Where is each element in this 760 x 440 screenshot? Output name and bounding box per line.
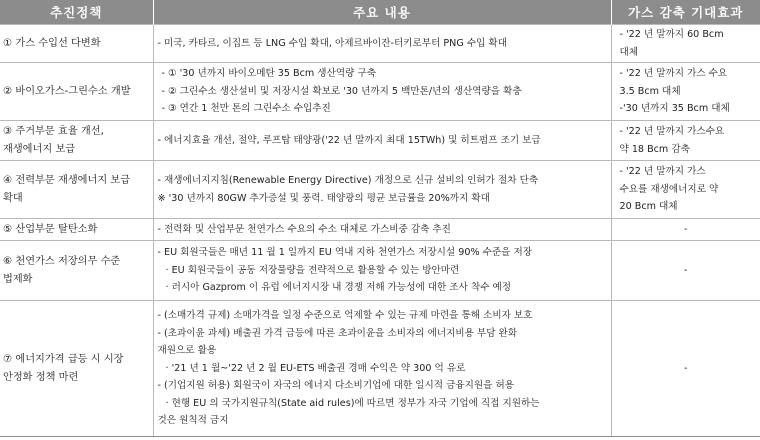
policy-line: 법제화 <box>3 273 33 285</box>
policy-cell <box>0 161 153 219</box>
policy-line: 안정화 정책 마련 <box>3 371 79 383</box>
effect-cell <box>611 25 760 63</box>
content-cell <box>153 219 611 241</box>
effect-line: - <box>684 223 688 235</box>
policy-line: ⑤ 산업부문 탈탄소화 <box>3 223 98 235</box>
content-line: 재원으로 활용 <box>157 345 217 357</box>
policy-line: ④ 전력부문 재생에너지 보급 <box>3 175 131 186</box>
table-row <box>0 301 760 437</box>
effect-line: 20 Bcm 대체 <box>619 201 678 213</box>
policy-line: ③ 주거부문 효율 개선, <box>3 126 104 137</box>
effect-cell <box>611 63 760 121</box>
content-cell <box>153 241 611 301</box>
effect-line: 수요를 재생에너지로 약 <box>619 183 719 195</box>
content-line: - EU 회원국들은 매년 11 월 1 일까지 EU 역내 지하 천연가스 저장시설 90% 수준을 저장 <box>157 247 532 259</box>
content-cell <box>153 121 611 161</box>
effect-cell <box>611 219 760 241</box>
effect-line: - <box>684 264 688 276</box>
content-line: - 전력화 및 산업부문 천연가스 수요의 수소 대체로 가스비중 감축 추진 <box>157 223 451 235</box>
effect-line: - <box>684 362 688 374</box>
header-policy: 추진정책 <box>0 0 153 25</box>
content-line: · EU 회원국들이 공동 저장물량을 전략적으로 활용할 수 있는 방안마련 <box>165 264 460 276</box>
content-line: - 재생에너지지침(Renewable Energy Directive) 개정으로 신규 설비의 인허가 절차 단축 <box>157 175 539 186</box>
content-line: - (초과이윤 과세) 배출권 가격 급등에 따른 초과이윤을 소비자의 에너지비용 부담 완화 <box>157 327 518 339</box>
effect-cell <box>611 301 760 437</box>
table-row <box>0 161 760 219</box>
content-cell <box>153 301 611 437</box>
content-cell <box>153 63 611 121</box>
effect-line: 3.5 Bcm 대체 <box>619 85 681 97</box>
content-line: - ③ 연간 1 천만 톤의 그린수소 수입추진 <box>161 103 331 115</box>
table-row <box>0 219 760 241</box>
effect-cell <box>611 241 760 301</box>
effect-cell <box>611 161 760 219</box>
policy-cell <box>0 63 153 121</box>
table-row <box>0 25 760 63</box>
header-effect: 가스 감축 기대효과 <box>611 0 760 25</box>
content-line: - 미국, 카타르, 이집트 등 LNG 수입 확대, 아제르바이잔-터키로부터 PNG 수입 확대 <box>157 37 507 49</box>
content-line: ※ '30 년까지 80GW 추가증설 및 풍력. 태양광의 평균 보급률을 20%까지 확대 <box>157 192 490 204</box>
content-cell <box>153 25 611 63</box>
policy-line: 확대 <box>3 192 23 204</box>
table-row <box>0 63 760 121</box>
effect-line: - '22 년 말까지 60 Bcm <box>619 29 724 40</box>
effect-line: - '22 년 말까지 가스 수요 <box>619 68 728 80</box>
content-line: · 러시아 Gazprom 이 유럽 에너지시장 내 경쟁 저해 가능성에 대한 조사 착수 예정 <box>165 282 512 294</box>
content-line: - (소매가격 규제) 소매가격을 일정 수준으로 억제할 수 있는 규제 마련을 통해 소비자 보호 <box>157 310 533 322</box>
policy-cell <box>0 219 153 241</box>
policy-cell <box>0 25 153 63</box>
table-row <box>0 241 760 301</box>
table-header-row <box>0 0 760 25</box>
policy-line: ⑥ 천연가스 저장의무 수준 <box>3 256 121 267</box>
policy-line: ② 바이오가스-그린수소 개발 <box>3 85 131 97</box>
effect-line: -'30 년까지 35 Bcm 대체 <box>619 103 730 115</box>
effect-line: 대체 <box>619 46 639 58</box>
content-line: · '21 년 1 월~'22 년 2 월 EU-ETS 배출권 경매 수익은 약 300 억 유로 <box>165 362 466 374</box>
content-line: - ② 그린수소 생산설비 및 저장시설 확보로 '30 년까지 5 백만톤/년의 생산역량을 확충 <box>161 85 522 97</box>
content-cell <box>153 161 611 219</box>
content-line: · 현행 EU 의 국가지원규칙(State aid rules)에 따르면 정부가 자국 기업에 직접 지원하는 <box>165 397 540 409</box>
policy-cell <box>0 301 153 437</box>
policy-line: 재생에너지 보급 <box>3 143 76 155</box>
policy-line: ⑦ 에너지가격 급등 시 시장 <box>3 354 124 365</box>
effect-line: - '22 년 말까지 가스수요 <box>619 126 725 137</box>
content-line: - 에너지효율 개선, 절약, 루프탑 태양광('22 년 말까지 최대 15TWh) 및 히트펌프 조기 보급 <box>157 134 541 146</box>
policy-cell <box>0 241 153 301</box>
effect-line: - '22 년 말까지 가스 <box>619 166 706 178</box>
content-line: 것은 원칙적 금지 <box>157 415 229 427</box>
effect-cell <box>611 121 760 161</box>
content-line: - ① '30 년까지 바이오메탄 35 Bcm 생산역량 구축 <box>161 68 376 80</box>
policy-line: ① 가스 수입선 다변화 <box>3 37 101 49</box>
header-content: 주요 내용 <box>153 0 611 25</box>
policy-cell <box>0 121 153 161</box>
content-line: - (기업지원 허용) 회원국이 자국의 에너지 다소비기업에 대한 일시적 금융지원을 허용 <box>157 380 515 392</box>
effect-line: 약 18 Bcm 감축 <box>619 143 690 155</box>
table-row <box>0 121 760 161</box>
